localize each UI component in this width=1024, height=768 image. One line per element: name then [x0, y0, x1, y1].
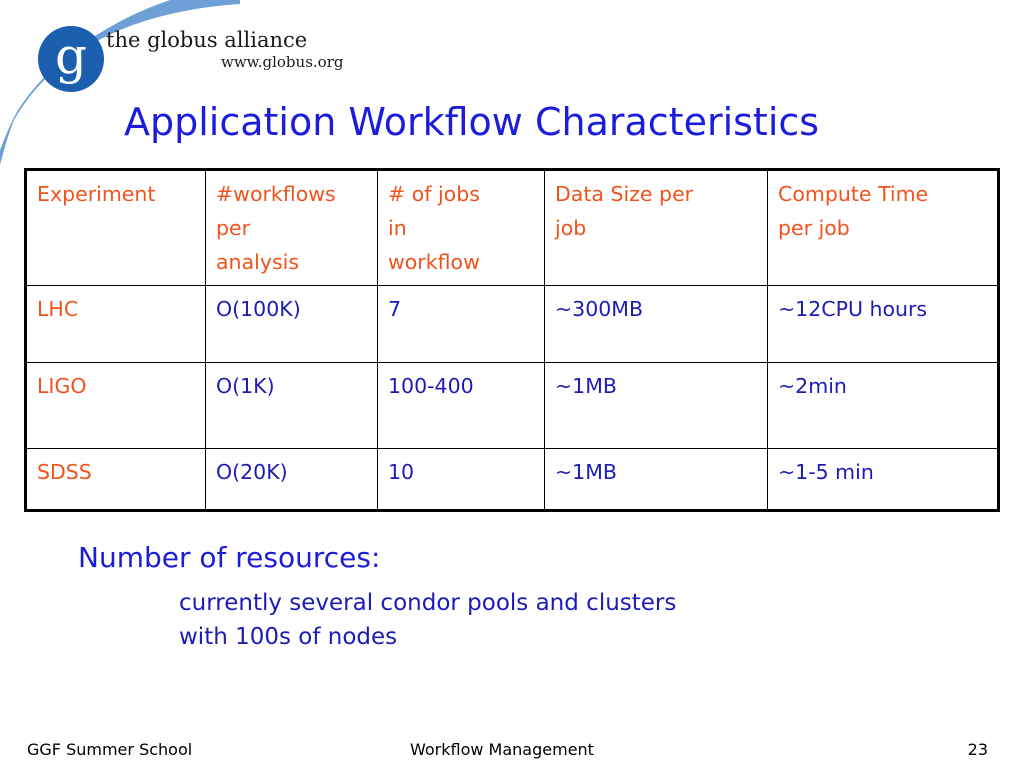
table-cell: 10 [378, 449, 545, 511]
header-cell [378, 170, 545, 286]
header-cell [768, 170, 999, 286]
header-line: in [388, 216, 407, 240]
table-header-row [26, 170, 999, 286]
table-cell: ~300MB [545, 286, 768, 363]
table-row [26, 363, 999, 449]
workflow-table [24, 168, 1000, 512]
header-line: # of jobs [388, 182, 480, 206]
table-row [26, 286, 999, 363]
corner-swoosh-decoration [0, 0, 240, 180]
table-cell: O(20K) [206, 449, 378, 511]
brand-name: the globus alliance [106, 28, 308, 52]
table-cell: O(1K) [206, 363, 378, 449]
table-cell: ~2min [768, 363, 999, 449]
table-cell: 7 [378, 286, 545, 363]
resources-detail-line: currently several condor pools and clusters [179, 590, 677, 616]
header-line: Data Size per [555, 182, 694, 206]
header-cell [545, 170, 768, 286]
header-line: job [555, 216, 587, 240]
globus-logo [38, 26, 104, 92]
experiment-cell: LIGO [26, 363, 206, 449]
footer-topic: Workflow Management [410, 740, 594, 759]
resources-heading: Number of resources: [78, 541, 381, 574]
table-cell: ~1MB [545, 363, 768, 449]
resources-detail [179, 586, 676, 654]
header-line: Compute Time [778, 182, 929, 206]
header-line: per job [778, 216, 850, 240]
page-number: 23 [967, 740, 988, 759]
header-cell [206, 170, 378, 286]
experiment-cell: SDSS [26, 449, 206, 511]
header-cell [26, 170, 206, 286]
resources-detail-line: with 100s of nodes [179, 624, 398, 650]
table-cell: ~1MB [545, 449, 768, 511]
table-cell: O(100K) [206, 286, 378, 363]
header-line: Experiment [37, 182, 156, 206]
brand-url: www.globus.org [221, 53, 344, 71]
table-cell: 100-400 [378, 363, 545, 449]
slide-title: Application Workflow Characteristics [124, 100, 820, 144]
logo-letter: g [54, 27, 87, 85]
header-line: per [216, 216, 251, 240]
header-line: #workflows [216, 182, 336, 206]
header-line: analysis [216, 250, 300, 274]
table-cell: ~1-5 min [768, 449, 999, 511]
experiment-cell: LHC [26, 286, 206, 363]
table-cell: ~12CPU hours [768, 286, 999, 363]
header-line: workflow [388, 250, 480, 274]
table-row [26, 449, 999, 511]
footer-event: GGF Summer School [27, 740, 193, 759]
